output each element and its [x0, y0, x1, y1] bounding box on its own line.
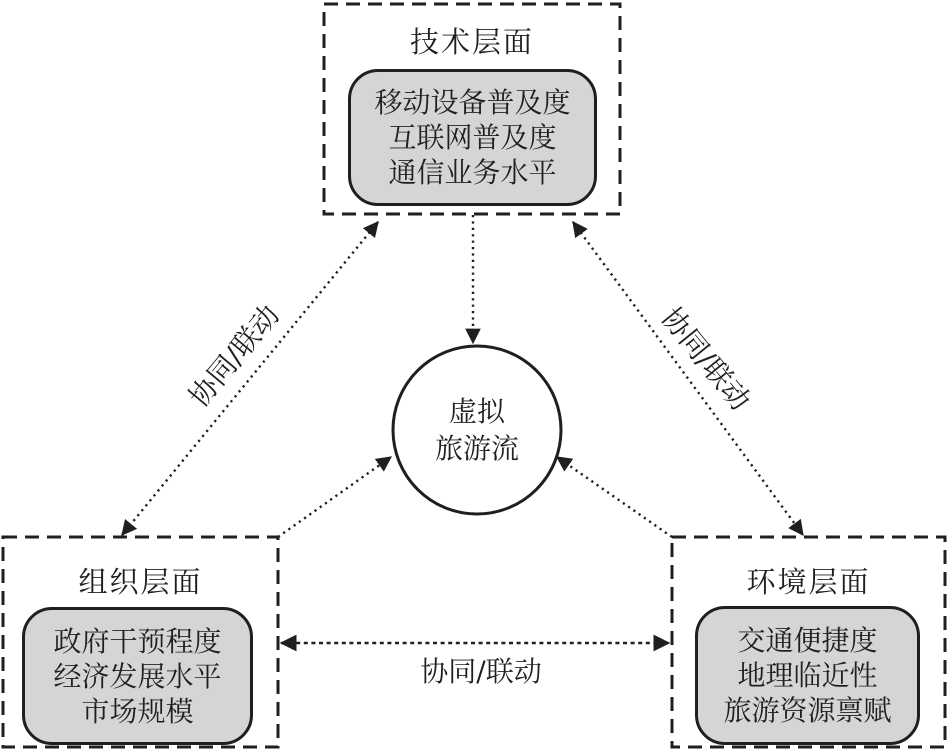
- arrow-org-to-center: [278, 457, 391, 537]
- edge-label-org-env: 协同/联动: [420, 655, 542, 688]
- org-factor-3: 市场规模: [81, 694, 194, 728]
- arrow-env-to-center: [557, 457, 672, 537]
- org-layer-title: 组织层面: [78, 565, 203, 599]
- env-factors-panel: [695, 606, 920, 745]
- arrow-tech-env-diagonal: [573, 222, 803, 535]
- edge-label-tech-env: 协同/联动: [654, 301, 757, 417]
- arrow-tech-org-diagonal: [122, 222, 378, 535]
- tech-factor-3: 通信业务水平: [388, 156, 557, 189]
- org-factor-2: 经济发展水平: [53, 659, 222, 693]
- env-factor-1: 交通便捷度: [737, 624, 878, 657]
- org-factors-panel: [22, 607, 253, 745]
- org-factor-1: 政府干预程度: [53, 624, 222, 658]
- center-node-line1: 虚拟: [448, 395, 506, 428]
- env-layer-title: 环境层面: [746, 565, 871, 599]
- env-factor-3: 旅游资源禀赋: [723, 694, 892, 727]
- tech-layer-title: 技术层面: [409, 25, 534, 59]
- center-node-line2: 旅游流: [434, 432, 520, 465]
- tech-factors-panel: [348, 69, 597, 206]
- edge-label-tech-org: 协同/联动: [182, 298, 286, 414]
- center-node-label: [435, 393, 519, 467]
- tech-factor-2: 互联网普及度: [388, 121, 557, 154]
- tech-factor-1: 移动设备普及度: [374, 86, 571, 119]
- env-factor-2: 地理临近性: [737, 659, 878, 692]
